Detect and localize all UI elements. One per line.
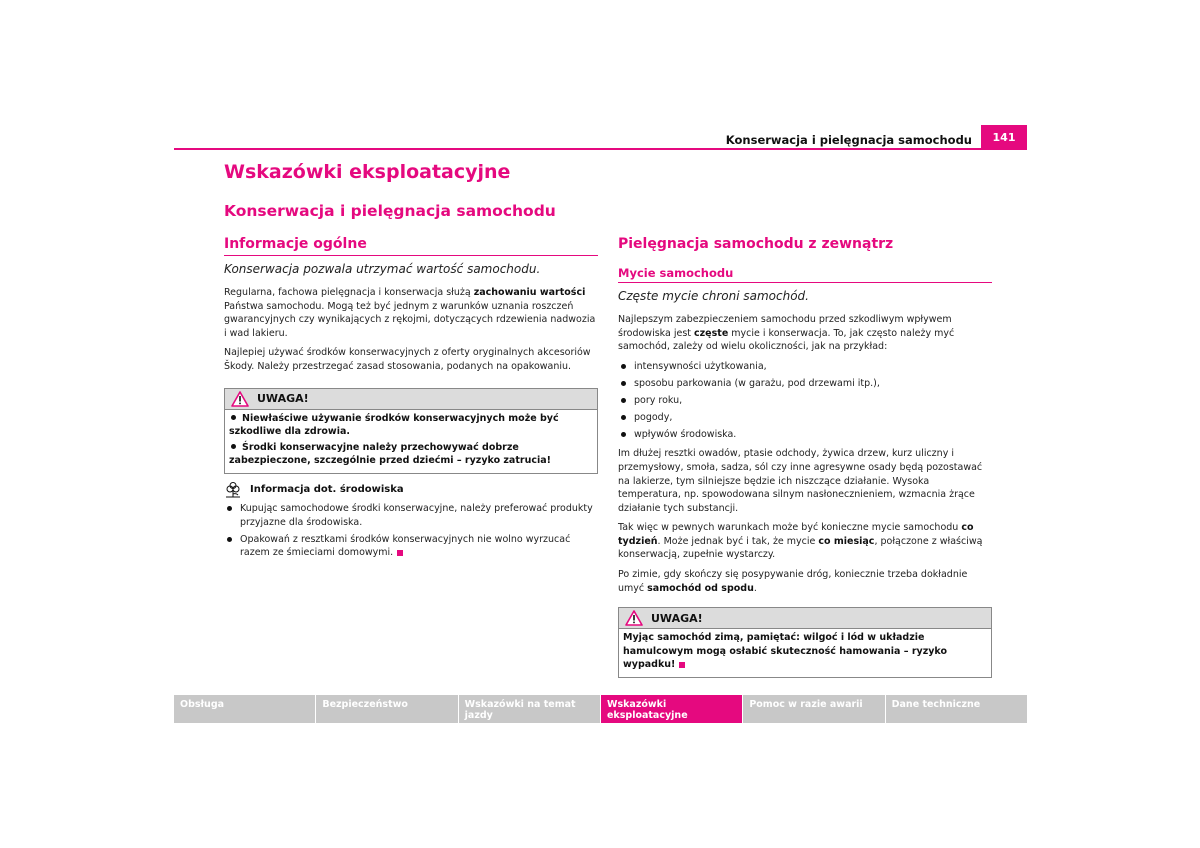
bullet-icon: [231, 444, 236, 449]
right-paragraph-4: Po zimie, gdy skończy się posypywanie dróg, koniecznie trzeba dokładnie umyć samochód od spodu.: [618, 569, 968, 594]
header-rule: [174, 148, 1027, 150]
tab-wskazowki-jazdy[interactable]: Wskazówki na temat jazdy: [459, 695, 601, 723]
left-lead: Konserwacja pozwala utrzymać wartość samochodu.: [224, 262, 541, 276]
tab-bezpieczenstwo[interactable]: Bezpieczeństwo: [316, 695, 458, 723]
tab-wskazowki-eksploatacyjne[interactable]: Wskazówki eksploatacyjne: [601, 695, 743, 723]
left-heading: Informacje ogólne: [224, 236, 598, 256]
warning-triangle-icon: [625, 610, 643, 626]
running-header: Konserwacja i pielęgnacja samochodu: [725, 133, 972, 147]
chapter-title: Wskazówki eksploatacyjne: [224, 161, 511, 183]
warning-triangle-icon: [231, 391, 249, 407]
list-item: Kupując samochodowe środki konserwacyjne, należy preferować produkty przyjazne dla środowiska.: [224, 502, 598, 529]
tab-obsluga[interactable]: Obsługa: [174, 695, 316, 723]
left-paragraph-1: Regularna, fachowa pielęgnacja i konserwacja służą zachowaniu wartości Państwa samochodu. Mogą też być jednym z warunków uznania roszczeń gwarancyjnych czy wynikających z rękojmi, dotyczących rdzewienia nadwozia i wad lakieru.: [224, 287, 596, 339]
list-item: pory roku,: [618, 394, 992, 408]
warning-text: Myjąc samochód zimą, pamiętać: wilgoć i lód w układzie hamulcowym mogą osłabić skuteczność hamowania – ryzyko wypadku!: [623, 632, 948, 671]
bullet-icon: [231, 415, 236, 420]
end-of-section-marker: [679, 662, 685, 668]
list-item: pogody,: [618, 411, 992, 425]
environment-flower-icon: [224, 482, 242, 498]
warning-box: [618, 607, 992, 678]
right-lead: Częste mycie chroni samochód.: [618, 289, 809, 303]
right-paragraph-3: Tak więc w pewnych warunkach może być konieczne mycie samochodu co tydzień. Może jednak być i tak, że mycie co miesiąc, połączone z właściwą konserwacją, zupełnie wystarczy.: [618, 522, 983, 561]
factors-list: [618, 360, 992, 442]
chapter-nav: [174, 695, 1027, 723]
list-item: intensywności użytkowania,: [618, 360, 992, 374]
warning-header: [619, 608, 991, 629]
right-subheading: Mycie samochodu: [618, 266, 992, 283]
warning-header: [225, 389, 597, 410]
warning-item: Środki konserwacyjne należy przechowywać dobrze zabezpieczone, szczególnie przed dziećmi – ryzyko zatrucia!: [229, 441, 551, 467]
tab-pomoc[interactable]: Pomoc w razie awarii: [743, 695, 885, 723]
left-paragraph-2: Najlepiej używać środków konserwacyjnych z oferty oryginalnych akcesoriów Škody. Należy przestrzegać zasad stosowania, podanych na opakowaniu.: [224, 347, 591, 372]
warning-title: UWAGA!: [651, 611, 703, 625]
warning-box: [224, 388, 598, 474]
right-heading: Pielęgnacja samochodu z zewnątrz: [618, 236, 894, 252]
right-paragraph-2: Im dłużej resztki owadów, ptasie odchody, żywica drzew, kurz uliczny i przemysłowy, smoła, sadza, sól czy inne agresywne osady będą pozostawać na lakierze, tym silniejsze będzie ich niszczące działanie. Wysoka temperatura, np. spowodowana silnym nasłonecznieniem, wzmacnia żrące działanie tych substancji.: [618, 448, 983, 514]
list-item: wpływów środowiska.: [618, 428, 992, 442]
environment-header: [224, 482, 598, 498]
end-of-section-marker: [397, 550, 403, 556]
list-item: Opakowań z resztkami środków konserwacyjnych nie wolno wyrzucać razem ze śmieciami domowymi.: [224, 533, 598, 560]
environment-list: [224, 502, 598, 560]
tab-dane-techniczne[interactable]: Dane techniczne: [886, 695, 1027, 723]
warning-title: UWAGA!: [257, 392, 309, 406]
section-title: Konserwacja i pielęgnacja samochodu: [224, 202, 556, 220]
right-paragraph-1: Najlepszym zabezpieczeniem samochodu przed szkodliwym wpływem środowiska jest częste mycie i konserwacja. To, jak często należy myć samochód, zależy od wielu okoliczności, jak na przykład:: [618, 314, 955, 353]
page-number: 141: [981, 125, 1027, 149]
warning-item: Niewłaściwe używanie środków konserwacyjnych może być szkodliwe dla zdrowia.: [229, 412, 559, 438]
environment-title: Informacja dot. środowiska: [250, 484, 404, 496]
right-column: [618, 236, 992, 678]
list-item: sposobu parkowania (w garażu, pod drzewami itp.),: [618, 377, 992, 391]
left-column: [224, 236, 598, 566]
